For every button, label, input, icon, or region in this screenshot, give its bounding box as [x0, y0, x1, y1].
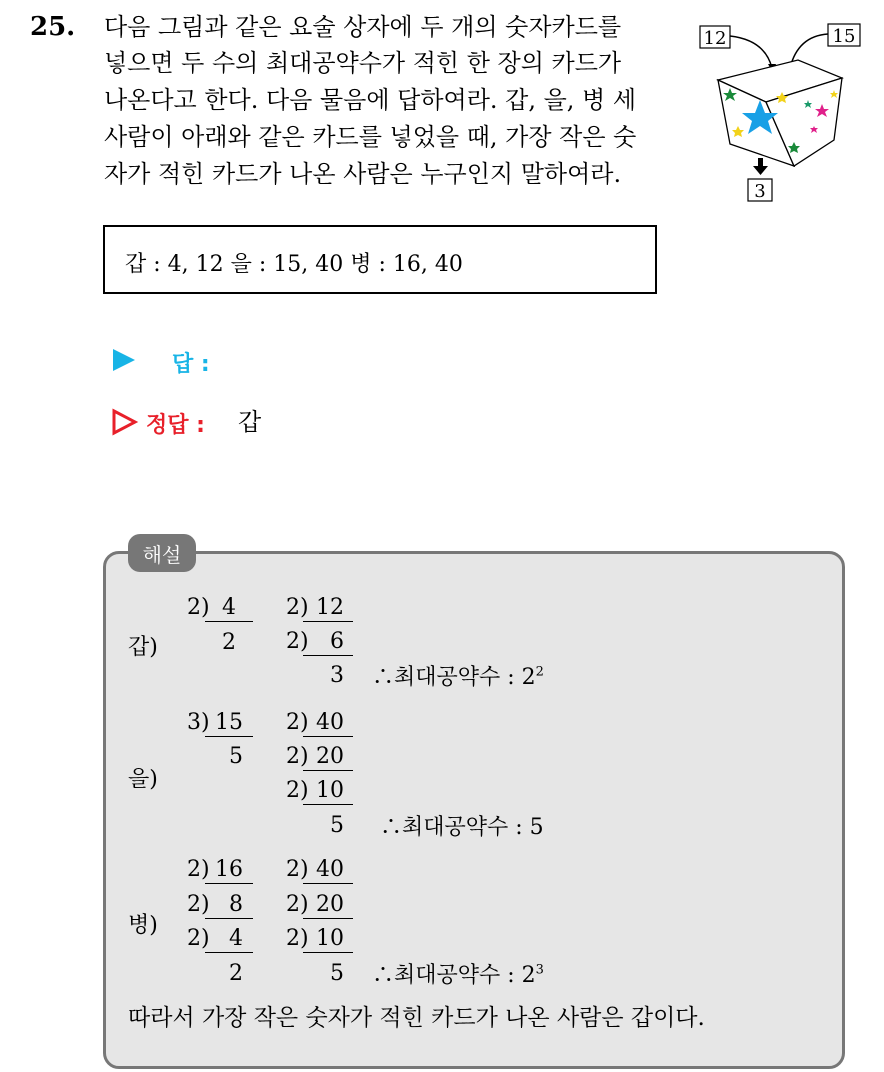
eul-left-value-2: 5: [229, 744, 243, 769]
gap-result: ∴최대공약수 : $2^2$: [372, 664, 544, 690]
gap-label: 갑): [128, 635, 158, 660]
arrow-left-in-icon: [730, 36, 772, 68]
eul-right-value-4: 5: [330, 813, 344, 838]
division-line: [303, 770, 353, 771]
byeong-right-divisor-1: 2): [286, 857, 309, 882]
eul-label: 을): [128, 767, 158, 792]
division-line: [205, 621, 253, 622]
division-line: [303, 655, 353, 656]
question-line-2: 넣으면 두 수의 최대공약수가 적힌 한 장의 카드가: [104, 49, 622, 77]
gap-right-value-3: 3: [330, 663, 344, 688]
correct-arrow-icon: [111, 408, 139, 436]
correct-answer-value: 갑: [238, 408, 262, 436]
eul-right-divisor-1: 2): [286, 710, 309, 735]
byeong-right-value-3: 10: [316, 926, 344, 951]
conclusion: 따라서 가장 작은 숫자가 적힌 카드가 나온 사람은 갑이다.: [128, 1005, 705, 1031]
byeong-right-divisor-3: 2): [286, 926, 309, 951]
division-line: [205, 883, 253, 884]
division-line: [303, 621, 353, 622]
explanation-tab: 해설: [128, 534, 196, 572]
gap-left-value-1: 4: [222, 595, 236, 620]
card-15-label: 15: [832, 26, 856, 47]
byeong-label: 병): [128, 913, 158, 938]
eul-right-divisor-3: 2): [286, 778, 309, 803]
question-line-3: 나온다고 한다. 다음 물음에 답하여라. 갑, 을, 병 세: [104, 86, 637, 114]
byeong-result: ∴최대공약수 : $2^3$: [372, 962, 544, 988]
condition-text: 갑 : 4, 12 을 : 15, 40 병 : 16, 40: [125, 252, 463, 277]
gap-left-divisor-1: 2): [187, 595, 210, 620]
division-line: [303, 952, 353, 953]
division-line: [303, 918, 353, 919]
byeong-right-value-4: 5: [330, 961, 344, 986]
gap-right-divisor-2: 2): [286, 629, 309, 654]
byeong-left-value-4: 2: [229, 961, 243, 986]
magic-box-figure: [690, 18, 870, 208]
condition-box: [103, 225, 657, 294]
answer-arrow-icon: [111, 347, 137, 373]
correct-answer-label: 정답 :: [146, 413, 205, 438]
gap-right-value-2: 6: [330, 629, 344, 654]
gap-right-value-1: 12: [316, 595, 344, 620]
question-line-5: 자가 적힌 카드가 나온 사람은 누구인지 말하여라.: [104, 160, 622, 188]
division-line: [205, 952, 253, 953]
byeong-left-value-3: 4: [229, 926, 243, 951]
division-line: [303, 804, 353, 805]
answer-label: 답 :: [172, 352, 210, 377]
question-line-4: 사람이 아래와 같은 카드를 넣었을 때, 가장 작은 숫: [104, 123, 637, 151]
eul-result: ∴최대공약수 : 5: [380, 815, 544, 840]
division-line: [303, 883, 353, 884]
card-12-label: 12: [703, 28, 727, 49]
eul-right-value-1: 40: [316, 710, 344, 735]
question-number: 25.: [30, 12, 76, 42]
question-line-1: 다음 그림과 같은 요술 상자에 두 개의 숫자카드를: [104, 13, 622, 41]
arrow-out-icon: [753, 166, 768, 175]
gap-right-divisor-1: 2): [286, 595, 309, 620]
eul-left-divisor-1: 3): [187, 710, 210, 735]
byeong-right-value-1: 40: [316, 857, 344, 882]
byeong-right-divisor-2: 2): [286, 892, 309, 917]
eul-right-value-2: 20: [316, 744, 344, 769]
byeong-left-divisor-2: 2): [187, 892, 210, 917]
division-line: [303, 736, 353, 737]
division-line: [205, 918, 253, 919]
byeong-left-divisor-3: 2): [187, 926, 210, 951]
eul-left-value-1: 15: [215, 710, 243, 735]
byeong-left-value-2: 8: [229, 892, 243, 917]
eul-right-value-3: 10: [316, 778, 344, 803]
byeong-right-value-2: 20: [316, 892, 344, 917]
division-line: [205, 736, 253, 737]
eul-right-divisor-2: 2): [286, 744, 309, 769]
byeong-left-divisor-1: 2): [187, 857, 210, 882]
gap-left-value-2: 2: [222, 630, 236, 655]
byeong-left-value-1: 16: [215, 857, 243, 882]
card-3-label: 3: [754, 181, 766, 202]
